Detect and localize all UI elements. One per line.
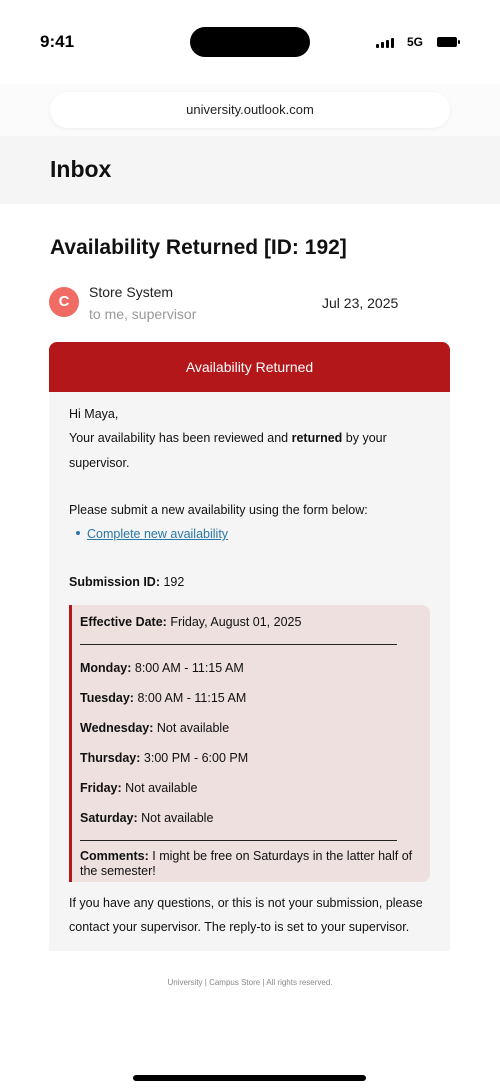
schedule-row-friday — [80, 781, 197, 795]
instruction-text: Please submit a new availability using the form below: — [69, 503, 368, 517]
recipients: to me, supervisor — [89, 306, 197, 322]
day-hours: Not available — [156, 721, 230, 735]
closing-line-2: contact your supervisor. The reply-to is set to your supervisor. — [69, 920, 410, 934]
day-label: Tuesday: — [80, 691, 134, 705]
comments — [80, 849, 425, 879]
day-label: Friday: — [80, 781, 122, 795]
day-label: Wednesday: — [80, 721, 154, 735]
email-subject: Availability Returned [ID: 192] — [50, 236, 347, 259]
schedule-row-monday — [80, 661, 244, 675]
schedule-row-saturday — [80, 811, 213, 825]
email-footer: University | Campus Store | All rights reserved. — [167, 978, 333, 987]
divider — [80, 644, 397, 645]
day-hours: 8:00 AM - 11:15 AM — [134, 661, 244, 675]
day-hours: Not available — [141, 811, 214, 825]
effective-date — [80, 615, 301, 629]
status-time: 9:41 — [40, 32, 75, 51]
status-bar — [0, 0, 500, 84]
sender-name: Store System — [89, 284, 174, 300]
day-label: Thursday: — [80, 751, 141, 765]
page-title: Inbox — [50, 156, 112, 182]
day-hours: Not available — [125, 781, 198, 795]
body-line-1-start: Your availability has been reviewed and — [69, 431, 292, 445]
inbox-header — [0, 136, 500, 204]
returned-word: returned — [291, 431, 343, 445]
body-line-1-end: by your — [342, 431, 387, 445]
avatar: C — [49, 287, 79, 317]
battery-icon — [437, 37, 457, 47]
day-label: Saturday: — [80, 811, 138, 825]
body-line-2: supervisor. — [69, 456, 130, 470]
greeting: Hi Maya, — [69, 407, 119, 421]
effective-date-value: Friday, August 01, 2025 — [170, 615, 302, 629]
url-field[interactable]: university.outlook.com — [50, 92, 450, 128]
day-label: Monday: — [80, 661, 132, 675]
bullet-icon — [76, 531, 80, 535]
comments-value: I might be free on Saturdays in the latter half of the semester! — [80, 849, 413, 878]
signal-icon — [376, 36, 400, 48]
schedule-box — [69, 605, 430, 882]
dynamic-island — [190, 27, 310, 57]
comments-label: Comments: — [80, 849, 149, 863]
divider — [80, 840, 397, 841]
submission-label: Submission ID: — [69, 575, 160, 589]
day-hours: 3:00 PM - 6:00 PM — [143, 751, 249, 765]
day-hours: 8:00 AM - 11:15 AM — [137, 691, 247, 705]
browser-bar — [0, 84, 500, 136]
closing-line-1: If you have any questions, or this is not your submission, please — [69, 896, 423, 910]
email-body — [49, 342, 450, 951]
status-banner: Availability Returned — [49, 342, 450, 392]
effective-date-label: Effective Date: — [80, 615, 167, 629]
home-indicator[interactable] — [133, 1075, 366, 1081]
submission-value: 192 — [163, 575, 185, 589]
network-label: 5G — [407, 35, 424, 49]
submission-id — [69, 575, 184, 589]
schedule-row-thursday — [80, 751, 248, 765]
schedule-row-wednesday — [80, 721, 229, 735]
schedule-row-tuesday — [80, 691, 246, 705]
complete-availability-link[interactable]: Complete new availability — [87, 527, 229, 541]
body-line-1 — [69, 431, 387, 445]
email-date: Jul 23, 2025 — [322, 295, 399, 311]
